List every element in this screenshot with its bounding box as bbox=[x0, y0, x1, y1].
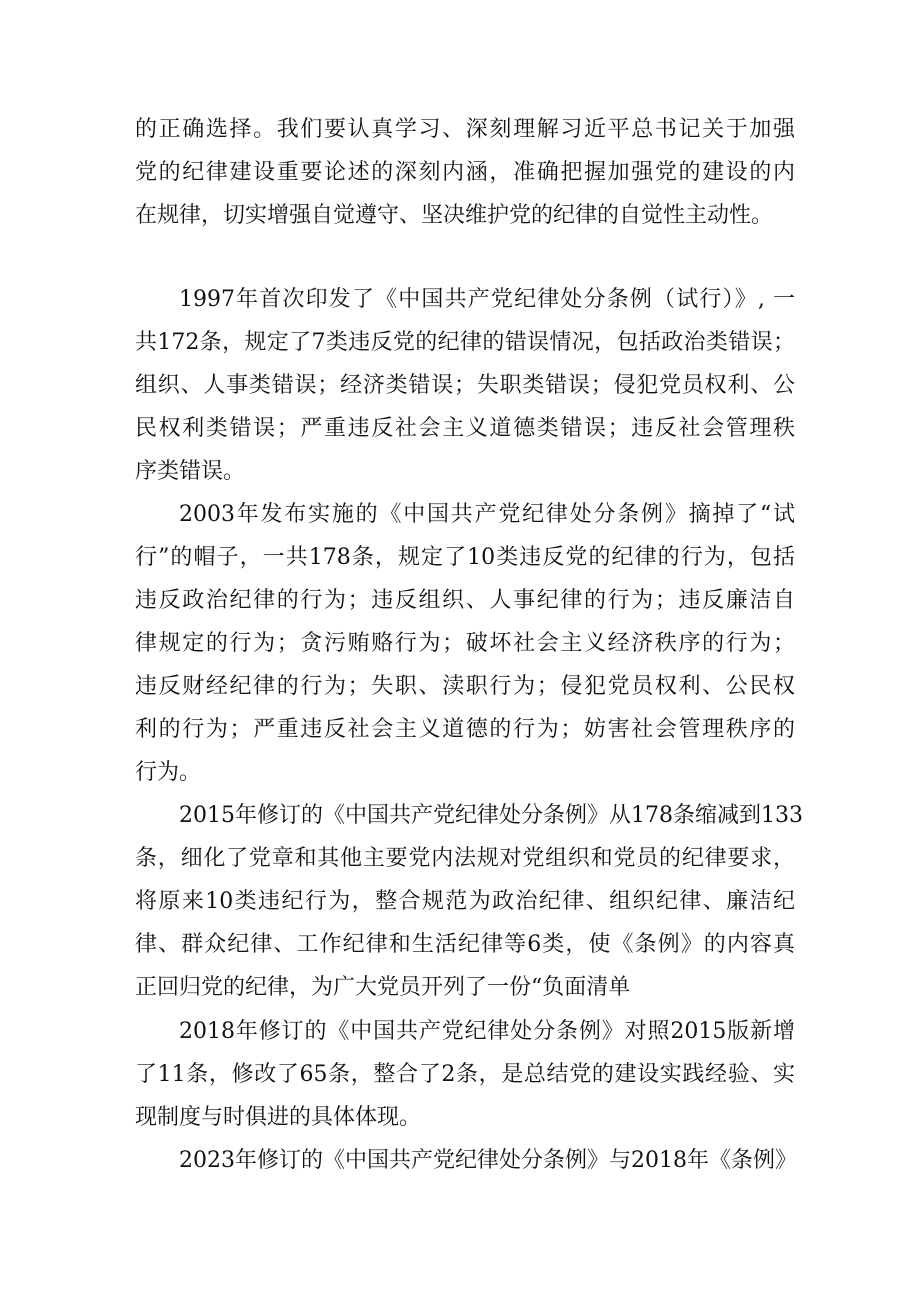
paragraph-2015 bbox=[135, 794, 803, 1009]
text-line: 违反财经纪律的行为；失职、渎职行为；侵犯党员权利、公民权 bbox=[135, 674, 795, 699]
text-line: 现制度与时俱进的具体体现。 bbox=[135, 1105, 422, 1130]
text-line: 1997年首次印发了《中国共产党纪律处分条例（试行）》, 一 bbox=[179, 287, 795, 312]
text-line: 共172条，规定了7类违反党的纪律的错误情况，包括政治类错误； bbox=[135, 330, 795, 355]
text-line: 序类错误。 bbox=[135, 459, 246, 484]
paragraph-2018 bbox=[135, 1010, 795, 1139]
text-line: 行为。 bbox=[135, 760, 202, 785]
text-line: 利的行为；严重违反社会主义道德的行为；妨害社会管理秩序的 bbox=[135, 717, 795, 742]
paragraph-conclusion-continued bbox=[135, 108, 795, 237]
text-line: 条，细化了党章和其他主要党内法规对党组织和党员的纪律要求， bbox=[135, 846, 795, 871]
text-line: 民权利类错误；严重违反社会主义道德类错误；违反社会管理秩 bbox=[135, 416, 795, 441]
text-line: 律、群众纪律、工作纪律和生活纪律等6类，使《条例》的内容真 bbox=[135, 932, 795, 957]
text-line: 组织、人事类错误；经济类错误；失职类错误；侵犯党员权利、公 bbox=[135, 373, 795, 398]
text-line: 正回归党的纪律，为广大党员开列了一份“负面清单 bbox=[135, 975, 631, 1000]
text-line: 2003年发布实施的《中国共产党纪律处分条例》摘掉了“试 bbox=[179, 502, 795, 527]
text-line: 在规律，切实增强自觉遵守、坚决维护党的纪律的自觉性主动性。 bbox=[135, 203, 774, 228]
text-line: 的正确选择。我们要认真学习、深刻理解习近平总书记关于加强 bbox=[135, 117, 795, 142]
text-line: 了11条，修改了65条，整合了2条，是总结党的建设实践经验、实 bbox=[135, 1062, 795, 1087]
text-line: 2023年修订的《中国共产党纪律处分条例》与2018年《条例》 bbox=[179, 1148, 797, 1173]
text-line: 律规定的行为；贪污贿赂行为；破坏社会主义经济秩序的行为； bbox=[135, 631, 795, 656]
text-line: 党的纪律建设重要论述的深刻内涵，准确把握加强党的建设的内 bbox=[135, 160, 795, 185]
text-line: 将原来10类违纪行为，整合规范为政治纪律、组织纪律、廉洁纪 bbox=[135, 889, 795, 914]
text-line: 行”的帽子，一共178条，规定了10类违反党的纪律的行为，包括 bbox=[135, 545, 795, 570]
text-line: 2015年修订的《中国共产党纪律处分条例》从178条缩减到133 bbox=[179, 803, 803, 828]
paragraph-2003 bbox=[135, 493, 795, 794]
paragraph-2023 bbox=[135, 1139, 795, 1182]
paragraph-1997 bbox=[135, 278, 795, 493]
text-line: 2018年修订的《中国共产党纪律处分条例》对照2015版新增 bbox=[179, 1019, 795, 1044]
text-line: 违反政治纪律的行为；违反组织、人事纪律的行为；违反廉洁自 bbox=[135, 588, 795, 613]
